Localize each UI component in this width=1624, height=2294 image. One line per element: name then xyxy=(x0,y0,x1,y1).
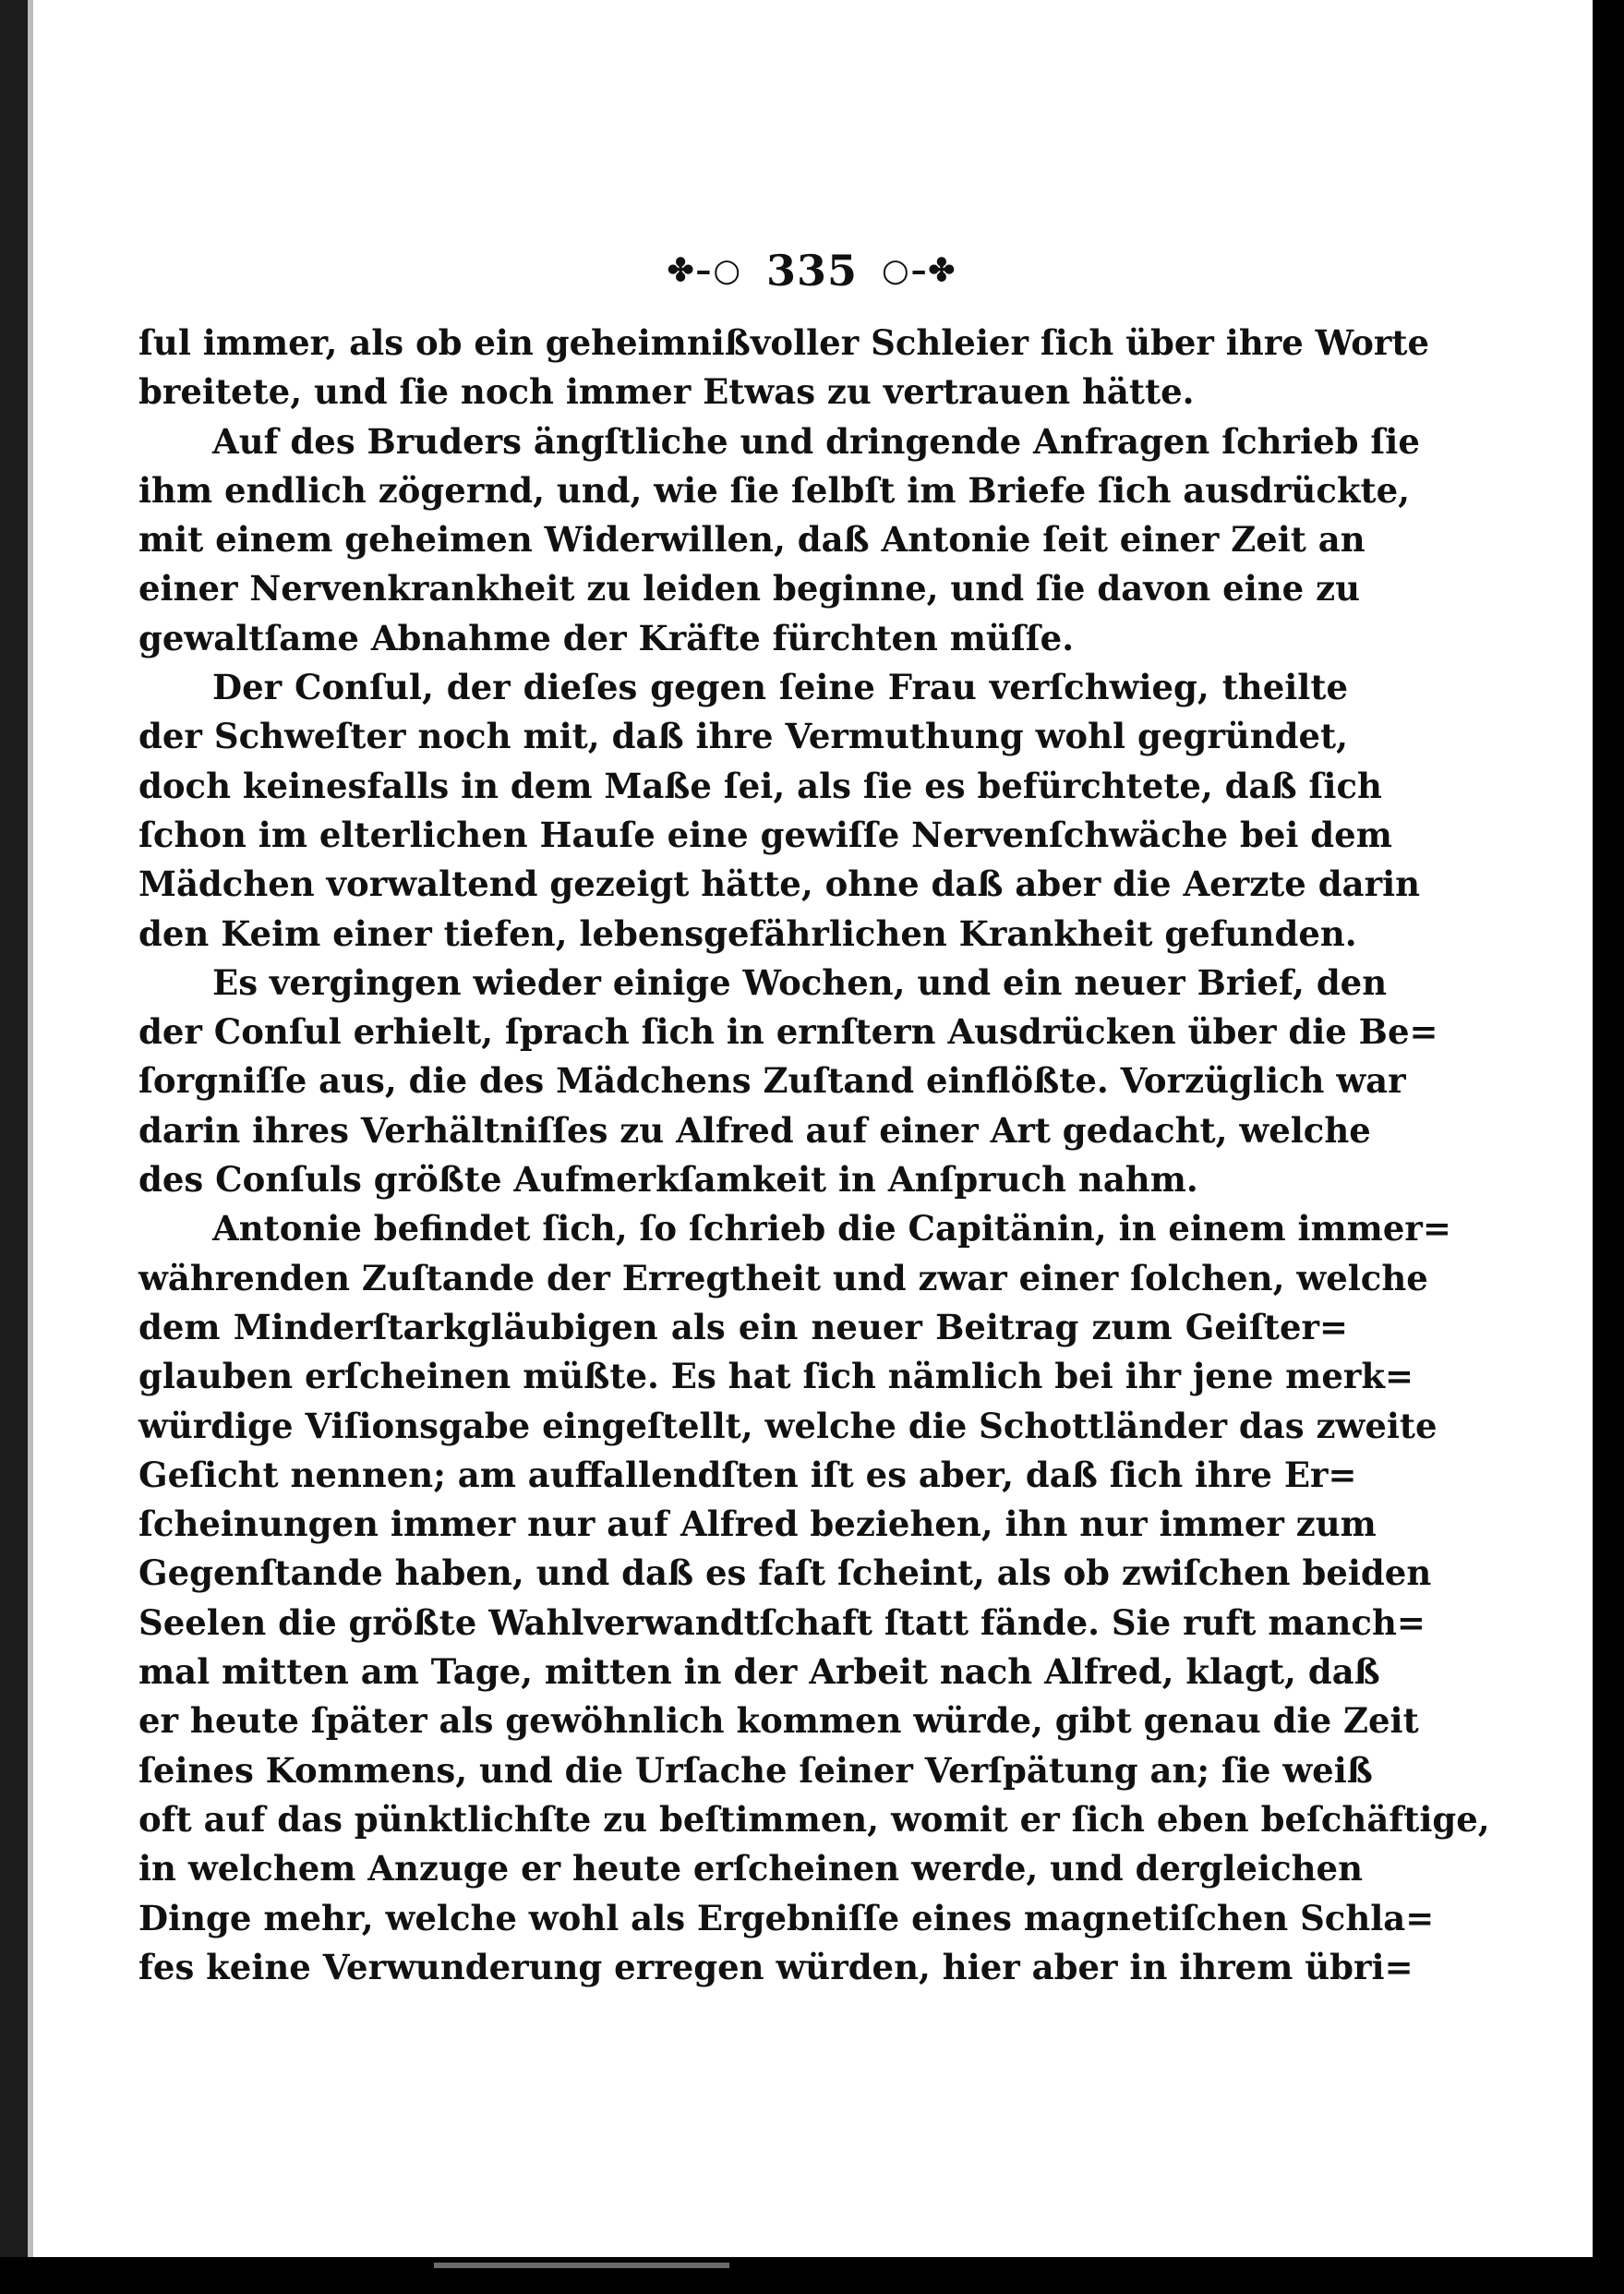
page-header xyxy=(0,242,1624,296)
text-line: dem Minderſtarkgläubigen als ein neuer Beitrag zum Geiſter= xyxy=(138,1306,1348,1347)
page-number: 335 xyxy=(765,246,859,296)
text-line: den Keim einer tiefen, lebensgefährlichen Krankheit gefunden. xyxy=(138,912,1357,954)
text-line: mal mitten am Tage, mitten in der Arbeit nach Alfred, klagt, daß xyxy=(138,1651,1380,1693)
text-line: ſcheinungen immer nur auf Alfred beziehen, ihn nur immer zum xyxy=(138,1503,1377,1545)
text-line: Dinge mehr, welche wohl als Ergebniſſe eines magnetiſchen Schla= xyxy=(138,1897,1435,1938)
text-line: des Conſuls größte Aufmerkſamkeit in Anſpruch nahm. xyxy=(138,1159,1198,1201)
text-line: Auf des Bruders ängſtliche und dringende Anfragen ſchrieb ſie xyxy=(212,420,1420,462)
text-line: doch keinesfalls in dem Maße ſei, als ſie es befürchtete, daß ſich xyxy=(138,765,1382,806)
ornament-left-icon: ✤–○ xyxy=(667,252,742,289)
text-line: Der Conſul, der dieſes gegen ſeine Frau verſchwieg, theilte xyxy=(212,667,1348,708)
text-line: glauben erſcheinen müßte. Es hat ſich nämlich bei ihr jene merk= xyxy=(138,1356,1413,1397)
text-line: Es vergingen wieder einige Wochen, und ein neuer Brief, den xyxy=(212,961,1388,1003)
text-line: oft auf das pünktlichſte zu beſtimmen, womit er ſich eben beſchäftige, xyxy=(138,1798,1490,1840)
text-line: in welchem Anzuge er heute erſcheinen werde, und dergleichen xyxy=(138,1848,1363,1890)
scan-edge-right xyxy=(1593,0,1624,2294)
ornament-right-icon: ○–✤ xyxy=(882,252,957,289)
text-line: würdige Viſionsgabe eingeſtellt, welche die Schottländer das zweite xyxy=(138,1405,1438,1446)
text-line: einer Nervenkrankheit zu leiden beginne, und ſie davon eine zu xyxy=(138,568,1360,610)
text-line: gewaltſame Abnahme der Kräfte fürchten müſſe. xyxy=(138,617,1075,658)
text-line: er heute ſpäter als gewöhnlich kommen würde, gibt genau die Zeit xyxy=(138,1700,1419,1742)
text-line: ſeines Kommens, und die Urſache ſeiner Verſpätung an; ſie weiß xyxy=(138,1749,1373,1791)
text-line: der Schweſter noch mit, daß ihre Vermuthung wohl gegründet, xyxy=(138,716,1348,757)
scan-edge-left xyxy=(0,0,28,2294)
text-line: ſorgniſſe aus, die des Mädchens Zuſtand einflößte. Vorzüglich war xyxy=(138,1060,1406,1102)
text-line: Geſicht nennen; am auffallendſten iſt es aber, daß ſich ihre Er= xyxy=(138,1454,1357,1495)
text-line: Antonie befindet ſich, ſo ſchrieb die Capitänin, in einem immer= xyxy=(212,1208,1451,1250)
text-line: fes keine Verwunderung erregen würden, hier aber in ihrem übri= xyxy=(138,1946,1413,1987)
text-line: darin ihres Verhältniſſes zu Alfred auf einer Art gedacht, welche xyxy=(138,1109,1371,1151)
text-line: breitete, und ſie noch immer Etwas zu vertrauen hätte. xyxy=(138,371,1195,413)
text-line: ihm endlich zögernd, und, wie ſie ſelbſt im Briefe ſich ausdrückte, xyxy=(138,469,1411,511)
text-line: Mädchen vorwaltend gezeigt hätte, ohne daß aber die Aerzte darin xyxy=(138,863,1421,905)
text-line: Seelen die größte Wahlverwandtſchaft ſtatt fände. Sie ruft manch= xyxy=(138,1601,1426,1643)
text-line: ſchon im elterlichen Hauſe eine gewiſſe Nervenſchwäche bei dem xyxy=(138,814,1392,855)
text-line: ſul immer, als ob ein geheimnißvoller Schleier ſich über ihre Worte xyxy=(138,322,1429,363)
text-line: der Conſul erhielt, ſprach ſich in ernſtern Ausdrücken über die Be= xyxy=(138,1011,1438,1053)
text-line: Gegenſtande haben, und daß es faſt ſcheint, als ob zwiſchen beiden xyxy=(138,1552,1432,1594)
scan-edge-bottom xyxy=(0,2257,1624,2294)
text-line: währenden Zuſtande der Erregtheit und zwar einer ſolchen, welche xyxy=(138,1257,1428,1298)
body-text xyxy=(138,319,1490,1992)
text-line: mit einem geheimen Widerwillen, daß Antonie ſeit einer Zeit an xyxy=(138,519,1365,561)
